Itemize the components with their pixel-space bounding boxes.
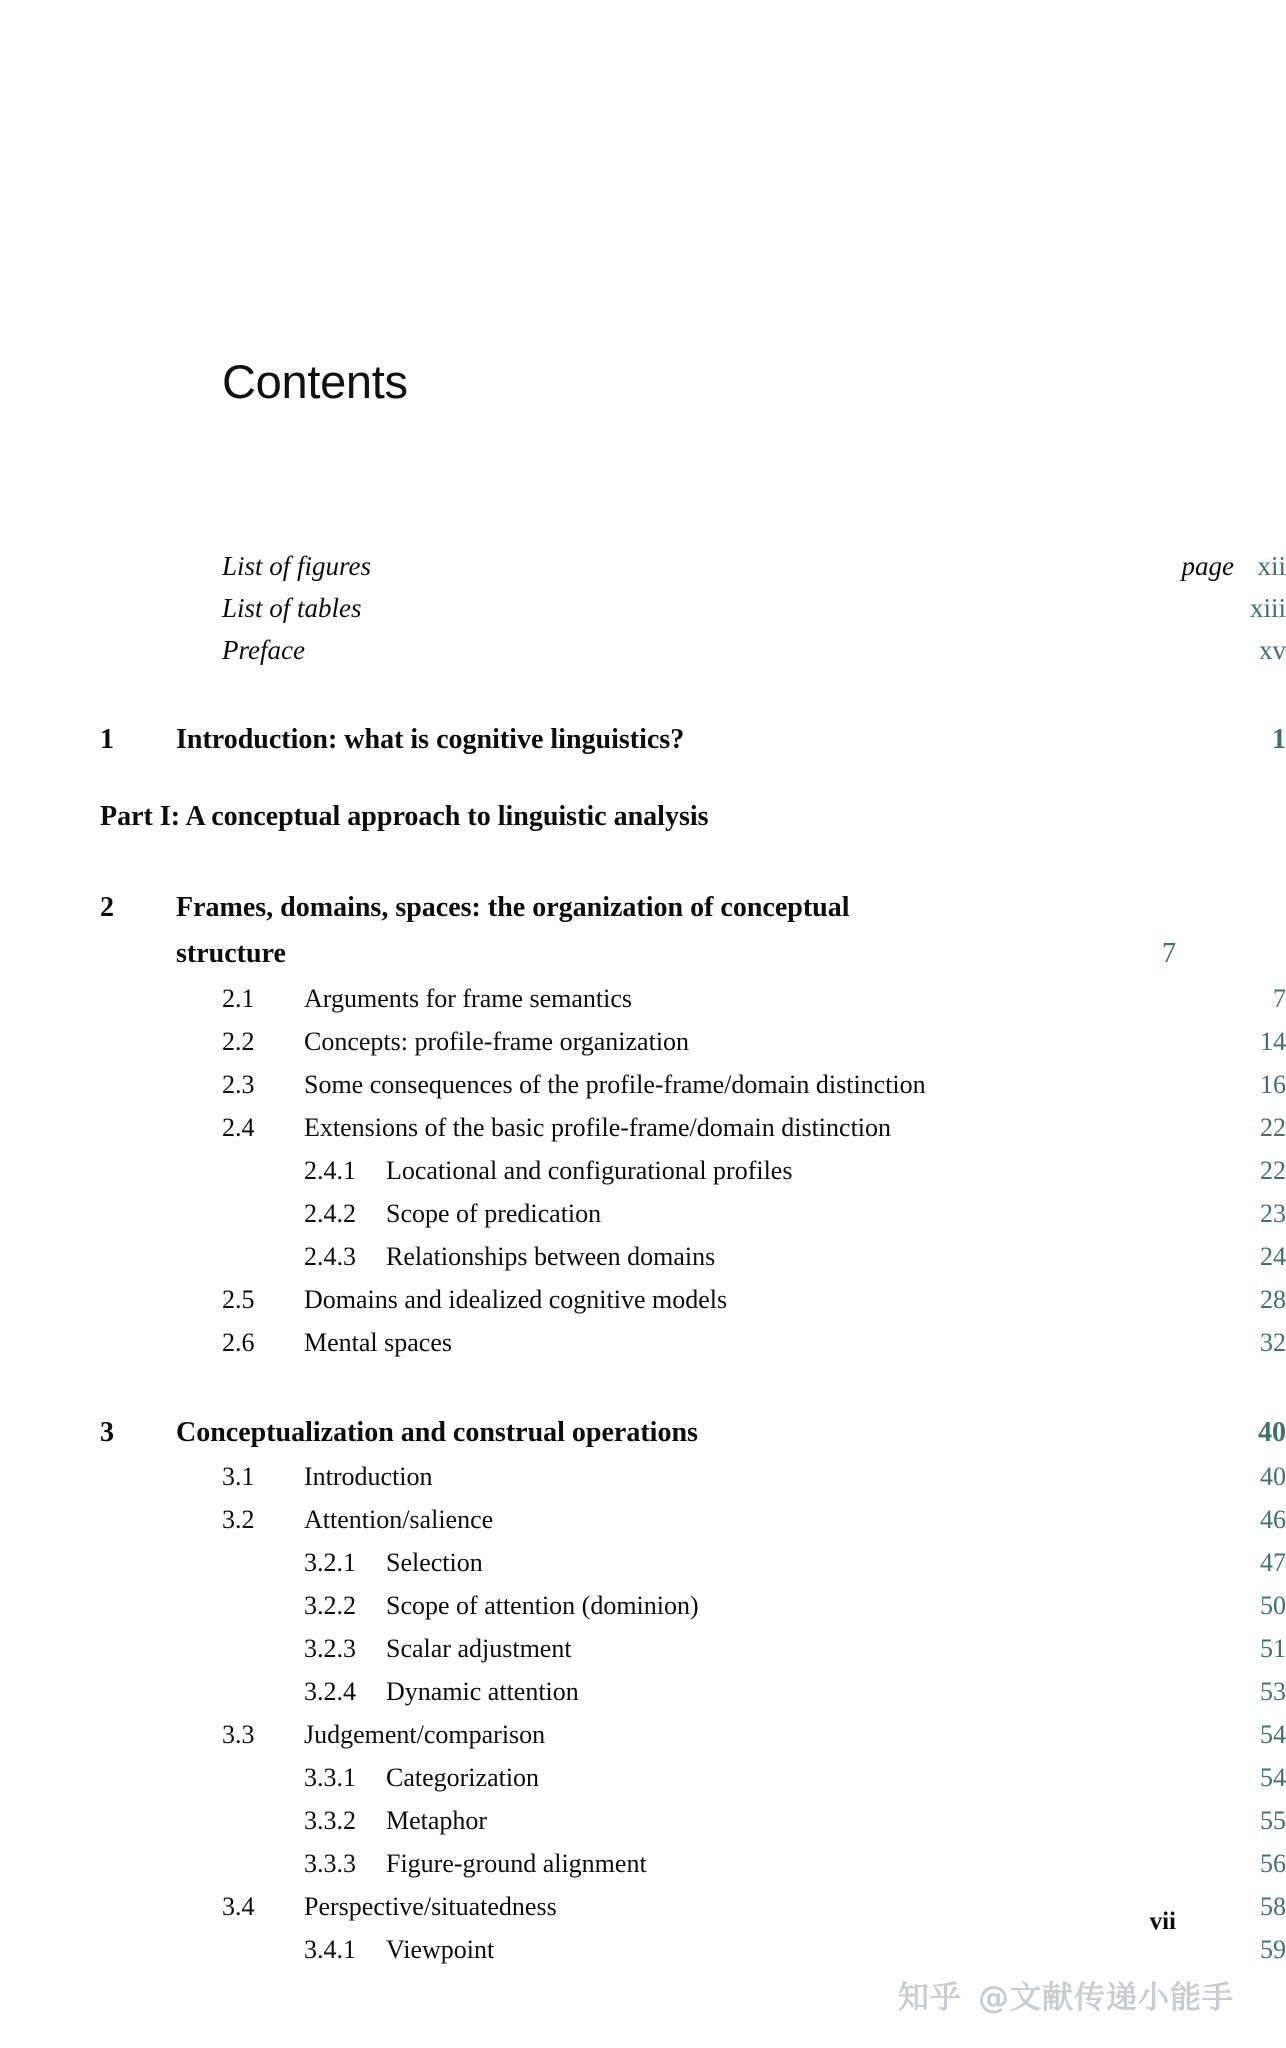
- toc-entry-number: 2.2: [222, 1027, 255, 1056]
- toc-entry-label: Relationships between domains: [386, 1242, 716, 1271]
- table-of-contents: [0, 545, 1286, 1971]
- toc-entry-page[interactable]: 23: [1260, 1199, 1286, 1228]
- toc-entry-3-2-2[interactable]: [0, 1584, 1286, 1627]
- spacer: [0, 839, 1286, 885]
- toc-entry-label: Categorization: [386, 1763, 540, 1792]
- toc-entry-list-of-tables[interactable]: [0, 587, 1286, 629]
- toc-entry-3-3-3[interactable]: [0, 1842, 1286, 1885]
- toc-entry-3-3[interactable]: [0, 1713, 1286, 1756]
- toc-entry-3-2-4[interactable]: [0, 1670, 1286, 1713]
- toc-entry-2-2[interactable]: [0, 1020, 1286, 1063]
- toc-entry-page[interactable]: 7: [1273, 984, 1286, 1013]
- toc-entry-page[interactable]: 22: [1260, 1156, 1286, 1185]
- toc-entry-list-of-figures[interactable]: [0, 545, 1286, 587]
- toc-entry-label: Dynamic attention: [386, 1677, 579, 1706]
- toc-entry-label: Concepts: profile-frame organization: [304, 1027, 690, 1056]
- toc-entry-page[interactable]: 47: [1260, 1548, 1286, 1577]
- toc-entry-page[interactable]: 40: [1260, 1462, 1286, 1491]
- toc-entry-label: Introduction: what is cognitive linguistics?: [176, 724, 685, 755]
- toc-entry-2-3[interactable]: [0, 1063, 1286, 1106]
- toc-part-heading-1: [0, 794, 1286, 839]
- page-folio: vii: [1149, 1908, 1176, 1935]
- toc-entry-number: 1: [100, 724, 114, 755]
- front-matter-group: [0, 545, 1286, 671]
- toc-entry-label: Scope of attention (dominion): [386, 1591, 699, 1620]
- toc-entry-page[interactable]: 50: [1260, 1591, 1286, 1620]
- page-title: Contents: [222, 355, 408, 408]
- toc-entry-number: 2: [100, 892, 114, 923]
- toc-entry-page[interactable]: 28: [1260, 1285, 1286, 1314]
- toc-entry-label: Figure-ground alignment: [386, 1849, 647, 1878]
- toc-entry-page[interactable]: 40: [1258, 1417, 1286, 1448]
- toc-entry-preface[interactable]: [0, 629, 1286, 671]
- toc-entry-2-6[interactable]: [0, 1321, 1286, 1364]
- toc-entry-number: 3.3.3: [304, 1849, 356, 1878]
- toc-entry-2-1[interactable]: [0, 977, 1286, 1020]
- toc-entry-number: 3.1: [222, 1462, 255, 1491]
- toc-entry-page[interactable]: 7: [1162, 938, 1176, 969]
- toc-entry-2-5[interactable]: [0, 1278, 1286, 1321]
- toc-entry-chapter-2[interactable]: [0, 885, 1286, 977]
- toc-entry-page[interactable]: 22: [1260, 1113, 1286, 1142]
- toc-entry-number: 2.4.3: [304, 1242, 356, 1271]
- toc-entry-page[interactable]: 58: [1260, 1892, 1286, 1921]
- toc-entry-page-group: [1026, 629, 1286, 671]
- toc-entry-number: 3.4.1: [304, 1935, 356, 1964]
- chapter-3-sections: [0, 1455, 1286, 1971]
- toc-entry-3-4-1[interactable]: [0, 1928, 1286, 1971]
- toc-entry-page[interactable]: xii: [1257, 551, 1286, 581]
- toc-entry-number: 3.2.2: [304, 1591, 356, 1620]
- toc-entry-2-4[interactable]: [0, 1106, 1286, 1149]
- toc-entry-number: 3.4: [222, 1892, 255, 1921]
- toc-entry-2-4-2[interactable]: [0, 1192, 1286, 1235]
- toc-entry-page[interactable]: 24: [1260, 1242, 1286, 1271]
- toc-entry-label: Arguments for frame semantics: [304, 984, 633, 1013]
- chapter-2-sections: [0, 977, 1286, 1364]
- toc-entry-page-group: [1026, 545, 1286, 587]
- toc-entry-number: 2.5: [222, 1285, 255, 1314]
- toc-entry-label: Preface: [222, 635, 305, 665]
- toc-entry-3-2-1[interactable]: [0, 1541, 1286, 1584]
- toc-entry-label: Viewpoint: [386, 1935, 495, 1964]
- toc-entry-2-4-3[interactable]: [0, 1235, 1286, 1278]
- toc-entry-label: List of tables: [222, 593, 362, 623]
- toc-entry-chapter-1[interactable]: [0, 717, 1286, 762]
- toc-entry-2-4-1[interactable]: [0, 1149, 1286, 1192]
- toc-entry-3-3-2[interactable]: [0, 1799, 1286, 1842]
- toc-entry-number: 3.3.2: [304, 1806, 356, 1835]
- spacer: [0, 762, 1286, 794]
- toc-entry-page[interactable]: 1: [1272, 724, 1286, 755]
- toc-entry-number: 3.2: [222, 1505, 255, 1534]
- toc-entry-label: Scope of predication: [386, 1199, 602, 1228]
- toc-entry-label: Extensions of the basic profile-frame/domain distinction: [304, 1113, 892, 1142]
- toc-entry-label: Selection: [386, 1548, 483, 1577]
- toc-entry-page[interactable]: 55: [1260, 1806, 1286, 1835]
- page-column-label: page: [1181, 551, 1234, 581]
- toc-entry-3-1[interactable]: [0, 1455, 1286, 1498]
- watermark-site: 知乎: [898, 1980, 962, 2016]
- spacer: [0, 1364, 1286, 1410]
- toc-entry-label: Introduction: [304, 1462, 433, 1491]
- toc-entry-label: Judgement/comparison: [304, 1720, 546, 1749]
- toc-entry-number: 3.2.1: [304, 1548, 356, 1577]
- toc-entry-number: 2.4: [222, 1113, 255, 1142]
- toc-entry-label-line-2: structure: [176, 938, 286, 969]
- toc-entry-number: 3.3.1: [304, 1763, 356, 1792]
- toc-entry-label: List of figures: [222, 551, 372, 581]
- toc-entry-label: Domains and idealized cognitive models: [304, 1285, 728, 1314]
- watermark-handle: @文献传递小能手: [978, 1980, 1234, 2016]
- toc-entry-page[interactable]: 54: [1260, 1720, 1286, 1749]
- toc-entry-page[interactable]: 51: [1260, 1634, 1286, 1663]
- toc-part-label: Part I: A conceptual approach to linguistic analysis: [100, 801, 709, 832]
- watermark: [898, 1972, 1234, 2017]
- toc-entry-number: 3: [100, 1417, 114, 1448]
- toc-entry-label: Metaphor: [386, 1806, 488, 1835]
- toc-entry-page[interactable]: 16: [1260, 1070, 1286, 1099]
- toc-entry-number: 2.1: [222, 984, 255, 1013]
- toc-entry-label: Scalar adjustment: [386, 1634, 572, 1663]
- toc-entry-page[interactable]: 32: [1260, 1328, 1286, 1357]
- toc-entry-number: 2.6: [222, 1328, 255, 1357]
- toc-entry-3-2[interactable]: [0, 1498, 1286, 1541]
- toc-entry-chapter-3[interactable]: [0, 1410, 1286, 1455]
- toc-entry-page[interactable]: 53: [1260, 1677, 1286, 1706]
- toc-entry-label: Locational and configurational profiles: [386, 1156, 793, 1185]
- toc-entry-number: 3.3: [222, 1720, 255, 1749]
- toc-entry-number: 2.3: [222, 1070, 255, 1099]
- toc-entry-page[interactable]: 59: [1260, 1935, 1286, 1964]
- toc-entry-label: Attention/salience: [304, 1505, 494, 1534]
- toc-entry-label: Some consequences of the profile-frame/domain distinction: [304, 1070, 926, 1099]
- toc-entry-number: 2.4.2: [304, 1199, 356, 1228]
- toc-entry-page[interactable]: 54: [1260, 1763, 1286, 1792]
- toc-entry-label-line-1: Frames, domains, spaces: the organization of conceptual: [176, 892, 850, 923]
- toc-entry-page[interactable]: 56: [1260, 1849, 1286, 1878]
- toc-entry-3-4[interactable]: [0, 1885, 1286, 1928]
- toc-entry-number: 3.2.3: [304, 1634, 356, 1663]
- spacer: [0, 671, 1286, 717]
- toc-entry-label: Conceptualization and construal operations: [176, 1417, 698, 1448]
- toc-entry-page[interactable]: 14: [1260, 1027, 1286, 1056]
- toc-entry-page[interactable]: 46: [1260, 1505, 1286, 1534]
- toc-entry-3-2-3[interactable]: [0, 1627, 1286, 1670]
- toc-entry-label: Perspective/situatedness: [304, 1892, 557, 1921]
- toc-entry-3-3-1[interactable]: [0, 1756, 1286, 1799]
- toc-entry-page[interactable]: xv: [1259, 635, 1286, 665]
- toc-entry-number: 2.4.1: [304, 1156, 356, 1185]
- toc-entry-number: 3.2.4: [304, 1677, 356, 1706]
- toc-entry-page-group: [1026, 587, 1286, 629]
- toc-entry-page[interactable]: xiii: [1249, 593, 1286, 623]
- toc-entry-label: Mental spaces: [304, 1328, 453, 1357]
